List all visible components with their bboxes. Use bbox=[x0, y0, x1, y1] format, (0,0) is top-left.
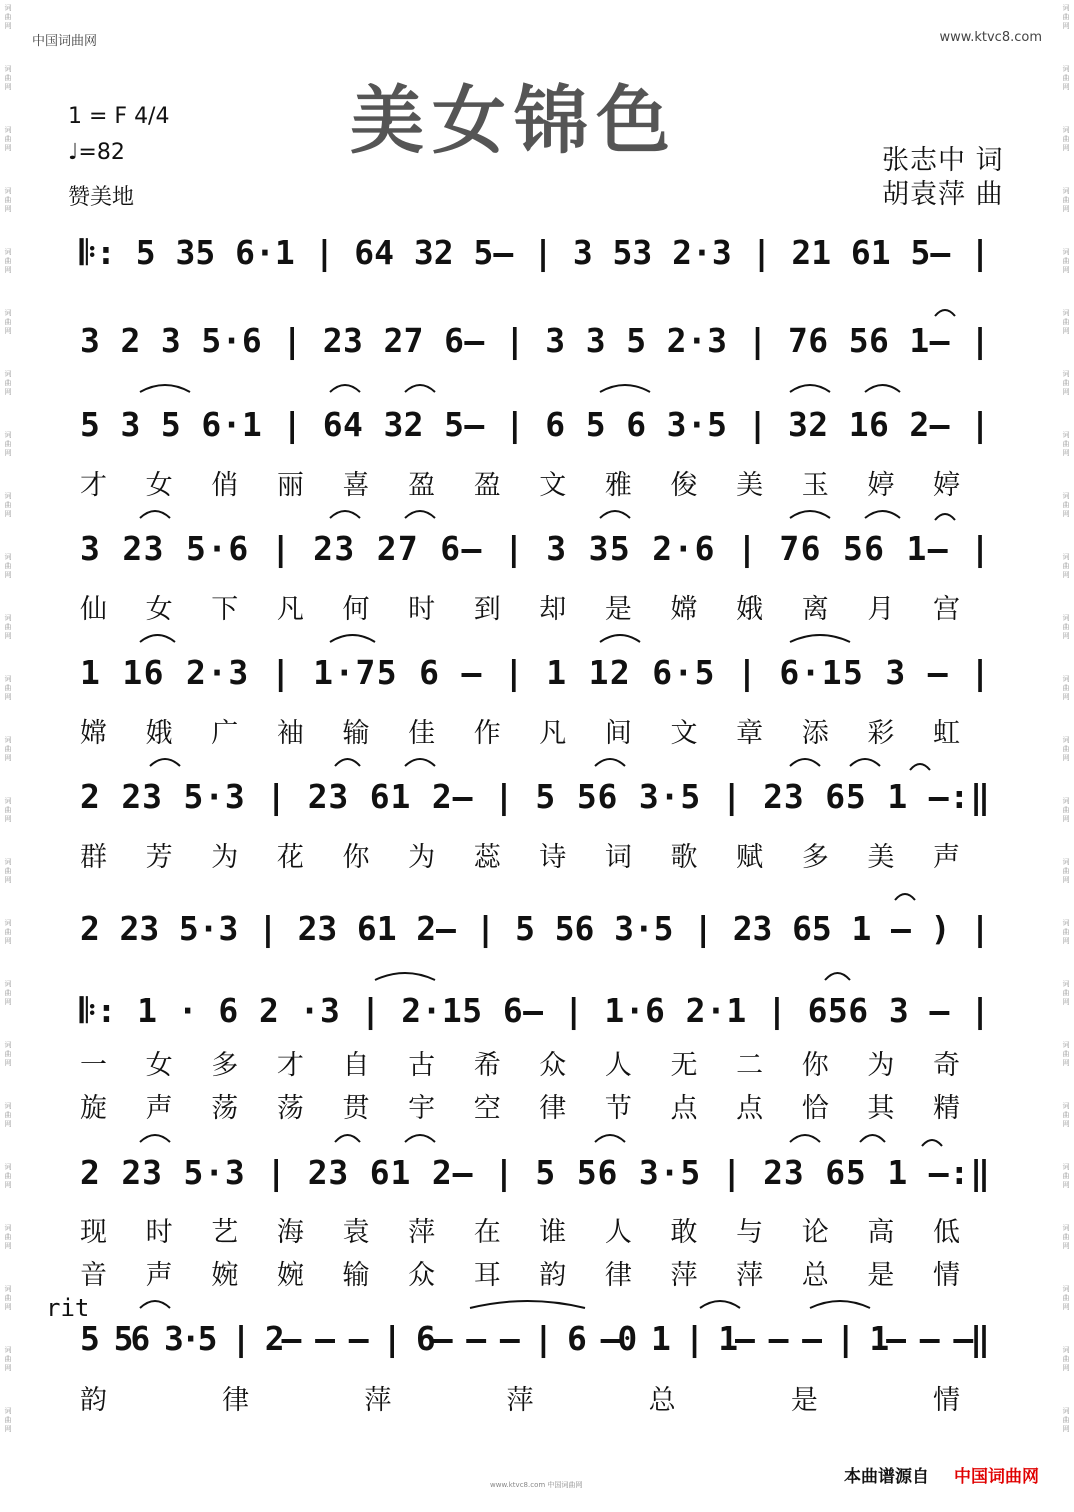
side-watermark-mark: 词 曲 网 bbox=[4, 1346, 12, 1372]
slur-arc bbox=[600, 511, 630, 518]
side-watermark-mark: 词 曲 网 bbox=[1062, 675, 1070, 701]
notation-line: 5 56 3·5 | 2– – – | 6– – – | 6 –0 1 | 1– – – | 1– – –‖ bbox=[80, 1319, 991, 1358]
side-watermark-mark: 词 曲 网 bbox=[4, 675, 12, 701]
footer-source-brand: 中国词曲网 bbox=[954, 1467, 1039, 1487]
notation-line: 2 23 5·3 | 23 61 2– | 5 56 3·5 | 23 65 1 –:‖ bbox=[80, 1153, 990, 1192]
rit-marking: rit bbox=[46, 1294, 90, 1322]
side-watermark-mark: 词 曲 网 bbox=[1062, 980, 1070, 1006]
slur-arc bbox=[790, 1135, 820, 1142]
side-watermark-mark: 词 曲 网 bbox=[1062, 65, 1070, 91]
notation-line: 5 3 5 6·1 | 64 32 5– | 6 5 6 3·5 | 32 16 2– | bbox=[80, 405, 990, 444]
side-watermark-mark: 词 曲 网 bbox=[1062, 1224, 1070, 1250]
score-rows bbox=[79, 233, 990, 1416]
fermata-mark bbox=[922, 1140, 942, 1146]
side-watermark-mark: 词 曲 网 bbox=[1062, 919, 1070, 945]
side-watermark-mark: 词 曲 网 bbox=[1062, 1285, 1070, 1311]
slur-arc bbox=[335, 1135, 360, 1142]
slur-arc bbox=[600, 635, 640, 642]
slur-arc bbox=[470, 1301, 585, 1308]
side-watermark-mark: 词 曲 网 bbox=[4, 4, 12, 30]
notation-line: 2 23 5·3 | 23 61 2– | 5 56 3·5 | 23 65 1 – ) | bbox=[80, 909, 990, 948]
side-watermark-mark: 词 曲 网 bbox=[4, 492, 12, 518]
slur-arc bbox=[375, 973, 435, 980]
fermata-mark bbox=[935, 514, 955, 520]
slur-arc bbox=[790, 635, 850, 642]
lyricist-credit: 张志中 词 bbox=[882, 145, 1004, 176]
notation-line: 𝄆: 1 · 6 2 ·3 | 2·15 6– | 1·6 2·1 | 656 3 – | bbox=[80, 991, 990, 1030]
slur-arc bbox=[140, 385, 190, 392]
composer-credit: 胡袁萍 曲 bbox=[882, 179, 1004, 210]
side-watermark-mark: 词 曲 网 bbox=[1062, 187, 1070, 213]
slur-arc bbox=[335, 759, 360, 766]
side-watermark-mark: 词 曲 网 bbox=[1062, 1163, 1070, 1189]
notation-line: 𝄆: 5 35 6·1 | 64 32 5– | 3 53 2·3 | 21 61 5– | bbox=[80, 233, 990, 272]
side-watermark-mark: 词 曲 网 bbox=[4, 248, 12, 274]
lyric-line: 仙 女 下 凡 何 时 到 却 是 嫦 娥 离 月 宫 bbox=[80, 594, 960, 625]
slur-arc bbox=[405, 1135, 435, 1142]
song-title: 美女锦色 bbox=[350, 78, 678, 164]
tempo-value: =82 bbox=[78, 140, 125, 165]
slur-arc bbox=[790, 511, 830, 518]
lyric-line: 音 声 婉 婉 输 众 耳 韵 律 萍 萍 总 是 情 bbox=[80, 1260, 960, 1291]
notation-line: 3 2 3 5·6 | 23 27 6– | 3 3 5 2·3 | 76 56 1– | bbox=[80, 321, 990, 360]
slur-arc bbox=[150, 759, 180, 766]
lyric-line: 韵 律 萍 萍 总 是 情 bbox=[80, 1385, 960, 1416]
slur-arc bbox=[810, 1301, 870, 1308]
side-watermark-mark: 词 曲 网 bbox=[4, 980, 12, 1006]
lyric-line: 群 芳 为 花 你 为 蕊 诗 词 歌 赋 多 美 声 bbox=[80, 842, 960, 873]
side-watermark-mark: 词 曲 网 bbox=[4, 370, 12, 396]
lyric-line: 嫦 娥 广 袖 输 佳 作 凡 间 文 章 添 彩 虹 bbox=[80, 718, 960, 749]
footer-url: www.ktvc8.com 中国词曲网 bbox=[490, 1481, 583, 1489]
slur-arc bbox=[140, 635, 175, 642]
side-watermark-mark: 词 曲 网 bbox=[4, 431, 12, 457]
side-watermark-mark: 词 曲 网 bbox=[1062, 858, 1070, 884]
side-watermark-mark: 词 曲 网 bbox=[1062, 431, 1070, 457]
side-watermark-mark: 词 曲 网 bbox=[4, 309, 12, 335]
slur-arc bbox=[405, 385, 435, 392]
slur-arc bbox=[600, 385, 650, 392]
side-watermark-mark: 词 曲 网 bbox=[1062, 797, 1070, 823]
side-watermark-mark: 词 曲 网 bbox=[1062, 736, 1070, 762]
side-watermark-mark: 词 曲 网 bbox=[1062, 309, 1070, 335]
lyric-line: 才 女 俏 丽 喜 盈 盈 文 雅 俊 美 玉 婷 婷 bbox=[80, 470, 960, 501]
side-watermark-mark: 词 曲 网 bbox=[4, 1407, 12, 1433]
slur-arc bbox=[700, 1301, 740, 1308]
slur-arc bbox=[860, 1135, 885, 1142]
side-watermark-mark: 词 曲 网 bbox=[1062, 1102, 1070, 1128]
side-watermark-mark: 词 曲 网 bbox=[4, 126, 12, 152]
side-watermark-mark: 词 曲 网 bbox=[4, 65, 12, 91]
fermata-mark bbox=[910, 764, 930, 770]
quarter-note-icon: ♩ bbox=[68, 140, 79, 165]
side-watermark-mark: 词 曲 网 bbox=[4, 858, 12, 884]
slur-arc bbox=[140, 1301, 170, 1308]
notation-line: 1 16 2·3 | 1·75 6 – | 1 12 6·5 | 6·15 3 – | bbox=[80, 653, 990, 692]
site-url-top-right: www.ktvc8.com bbox=[939, 30, 1042, 45]
side-watermark-mark: 词 曲 网 bbox=[1062, 553, 1070, 579]
expression-marking: 赞美地 bbox=[68, 185, 135, 210]
slur-arc bbox=[405, 511, 435, 518]
lyric-line: 一 女 多 才 自 古 希 众 人 无 二 你 为 奇 bbox=[80, 1050, 960, 1081]
fermata-mark bbox=[935, 310, 955, 316]
side-watermark-mark: 词 曲 网 bbox=[4, 553, 12, 579]
slur-arc bbox=[595, 1135, 625, 1142]
side-watermark-mark: 词 曲 网 bbox=[1062, 1346, 1070, 1372]
slur-arc bbox=[595, 759, 625, 766]
slur-arc bbox=[330, 635, 375, 642]
slur-arc bbox=[405, 759, 435, 766]
side-watermark-mark: 词 曲 网 bbox=[4, 1163, 12, 1189]
side-watermark-mark: 词 曲 网 bbox=[1062, 1041, 1070, 1067]
side-watermark-mark: 词 曲 网 bbox=[4, 1224, 12, 1250]
slur-arc bbox=[790, 759, 820, 766]
side-watermark-mark: 词 曲 网 bbox=[1062, 614, 1070, 640]
side-watermark-mark: 词 曲 网 bbox=[1062, 248, 1070, 274]
slur-arc bbox=[330, 385, 360, 392]
side-watermark-mark: 词 曲 网 bbox=[1062, 370, 1070, 396]
slur-arc bbox=[865, 511, 900, 518]
slur-arc bbox=[825, 973, 850, 980]
side-watermark-mark: 词 曲 网 bbox=[4, 1102, 12, 1128]
slur-arc bbox=[790, 385, 830, 392]
side-watermark-mark: 词 曲 网 bbox=[4, 736, 12, 762]
lyric-line: 现 时 艺 海 袁 萍 在 谁 人 敢 与 论 高 低 bbox=[80, 1217, 960, 1248]
slur-arc bbox=[330, 511, 360, 518]
slur-arc bbox=[140, 511, 170, 518]
slur-arc bbox=[865, 385, 900, 392]
side-watermark-mark: 词 曲 网 bbox=[4, 919, 12, 945]
slur-arc bbox=[850, 759, 880, 766]
slur-arc bbox=[140, 1135, 170, 1142]
fermata-mark bbox=[895, 894, 915, 900]
side-watermark-mark: 词 曲 网 bbox=[1062, 492, 1070, 518]
side-watermark-mark: 词 曲 网 bbox=[4, 187, 12, 213]
footer-source-label: 本曲谱源自 bbox=[844, 1467, 929, 1487]
side-watermark-mark: 词 曲 网 bbox=[4, 614, 12, 640]
lyric-line: 旋 声 荡 荡 贯 宇 空 律 节 点 点 恰 其 精 bbox=[80, 1093, 960, 1124]
side-watermark-mark: 词 曲 网 bbox=[1062, 4, 1070, 30]
side-watermark-mark: 词 曲 网 bbox=[1062, 126, 1070, 152]
side-watermark-mark: 词 曲 网 bbox=[1062, 1407, 1070, 1433]
side-watermark-mark: 词 曲 网 bbox=[4, 1041, 12, 1067]
key-signature: 1 = F 4/4 bbox=[68, 104, 170, 129]
side-watermark-mark: 词 曲 网 bbox=[4, 797, 12, 823]
side-watermark-mark: 词 曲 网 bbox=[4, 1285, 12, 1311]
notation-line: 2 23 5·3 | 23 61 2– | 5 56 3·5 | 23 65 1 –:‖ bbox=[80, 777, 990, 816]
site-name-top-left: 中国词曲网 bbox=[32, 34, 98, 49]
notation-line: 3 23 5·6 | 23 27 6– | 3 35 2·6 | 76 56 1– | bbox=[80, 529, 990, 568]
